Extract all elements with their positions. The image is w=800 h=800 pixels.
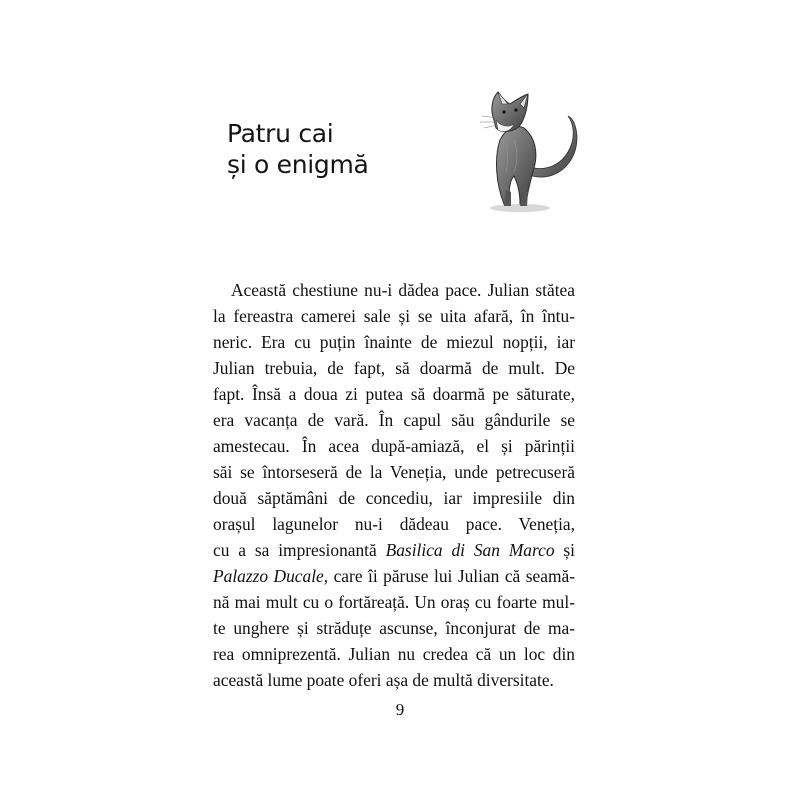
body-text xyxy=(213,277,575,693)
text-line: la fereastra camerei sale și se uita afară, în întu- xyxy=(213,306,575,326)
text-segment: și xyxy=(554,540,575,560)
italic-term-palazzo: Palazzo Ducale xyxy=(213,566,324,586)
text-line-mixed xyxy=(213,537,575,563)
text-line: fapt. Însă a doua zi putea să doarmă pe săturate, xyxy=(213,384,575,404)
cat-illustration-icon xyxy=(458,80,598,220)
text-line: două săptămâni de concediu, iar impresiile din xyxy=(213,488,575,508)
chapter-title xyxy=(227,118,369,180)
page-number: 9 xyxy=(395,700,405,719)
text-line: neric. Era cu puțin înainte de miezul nopții, iar xyxy=(213,332,575,352)
text-segment: , care îi păruse lui Julian că seamă- xyxy=(323,566,575,586)
text-line: amestecau. În acea după-amiază, el și părinții xyxy=(213,436,575,456)
text-line-mixed xyxy=(213,563,575,589)
text-line: rea omniprezentă. Julian nu credea că un loc din xyxy=(213,644,575,664)
italic-term-basilica: Basilica di San Marco xyxy=(385,540,555,560)
text-line: era vacanța de vară. În capul său gândurile se xyxy=(213,410,575,430)
text-line: orașul lagunelor nu-i dădeau pace. Veneția, xyxy=(213,514,575,534)
text-line: Această chestiune nu-i dădea pace. Julian stătea xyxy=(231,280,575,300)
text-line: Julian trebuia, de fapt, să doarmă de mult. De xyxy=(213,358,575,378)
chapter-title-line-1: Patru cai xyxy=(227,119,334,148)
text-line: nă mai mult cu o fortăreață. Un oraș cu foarte mul- xyxy=(213,592,575,612)
text-line: această lume poate oferi așa de multă diversitate. xyxy=(213,670,554,690)
text-line: te unghere și străduțe ascunse, înconjurat de ma- xyxy=(213,618,575,638)
text-segment: cu a sa impresionantă xyxy=(213,540,386,560)
chapter-title-line-2: și o enigmă xyxy=(227,150,369,179)
text-line: săi se întorseseră de la Veneția, unde petrecuseră xyxy=(213,462,575,482)
